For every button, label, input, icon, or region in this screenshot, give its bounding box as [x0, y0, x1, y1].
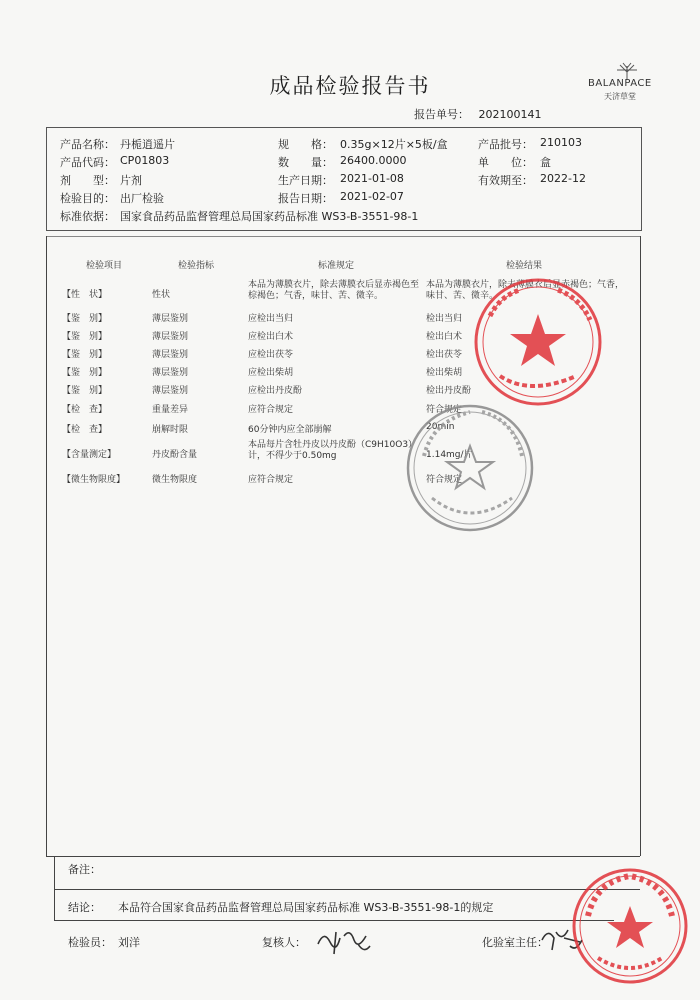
table-row-result: 本品为薄膜衣片，除去薄膜衣后显赤褐色；气香，味甘、苦、微辛。: [426, 280, 625, 301]
inspector-name: 刘洋: [118, 936, 140, 949]
report-date-label: 报告日期：: [278, 192, 333, 205]
table-row-standard: 本品为薄膜衣片，除去薄膜衣后显赤褐色至棕褐色；气香，味甘、苦、微辛。: [248, 280, 420, 301]
batch-label: 产品批号：: [478, 138, 533, 151]
unit-value: 盒: [540, 156, 551, 169]
table-row-standard: 应检出柴胡: [248, 368, 294, 378]
table-row-standard: 本品每片含牡丹皮以丹皮酚（C9H10O3）计，不得少于0.50mg: [248, 440, 418, 461]
unit-label: 单 位：: [478, 156, 533, 169]
footer-left-border: [54, 856, 55, 920]
table-row-result: 检出茯苓: [426, 350, 463, 360]
table-row-standard: 应符合规定: [248, 475, 294, 485]
code-value: CP01803: [120, 154, 170, 167]
table-row-result: 符合规定: [426, 475, 463, 485]
qty-value: 26400.0000: [340, 154, 407, 167]
table-row-item: 【鉴 别】: [62, 314, 108, 324]
company-logo: [588, 62, 668, 102]
table-row-result: 符合规定: [426, 405, 463, 415]
conclusion-label: 结论：: [68, 901, 101, 914]
standard-value: 国家食品药品监督管理总局国家药品标准 WS3-B-3551-98-1: [120, 210, 419, 223]
conclusion-top-line: [54, 889, 640, 890]
table-row-index: 重量差异: [152, 405, 189, 415]
table-row-item: 【检 查】: [62, 425, 108, 435]
table-row-index: 薄层鉴别: [152, 332, 189, 342]
table-row-item: 【检 查】: [62, 405, 108, 415]
table-row-item: 【性 状】: [62, 290, 108, 300]
results-table: [46, 236, 640, 237]
table-row-index: 薄层鉴别: [152, 314, 189, 324]
conclusion-bottom-line: [54, 920, 614, 921]
spec-value: 0.35g×12片×5板/盒: [340, 138, 448, 151]
report-title: 成品检验报告书: [269, 74, 431, 98]
report-date-value: 2021-02-07: [340, 190, 404, 203]
table-row-standard: 应检出茯苓: [248, 350, 294, 360]
quality-stamp-red: [440, 276, 606, 412]
header-standard: 标准规定: [318, 261, 355, 271]
table-right-border: [640, 236, 641, 856]
table-left-border: [46, 236, 47, 856]
prod-date-label: 生产日期：: [278, 174, 333, 187]
inspector-label: 检验员：: [68, 936, 112, 949]
table-row-index: 丹皮酚含量: [152, 450, 198, 460]
qty-label: 数 量：: [278, 156, 333, 169]
table-row-standard: 应符合规定: [248, 405, 294, 415]
reviewer-label: 复核人：: [262, 936, 306, 949]
table-row-item: 【鉴 别】: [62, 350, 108, 360]
form-value: 片剂: [120, 174, 142, 187]
logo-cn-text: 天济草堂: [604, 92, 636, 101]
report-number: [414, 106, 542, 122]
table-row-index: 性状: [152, 290, 171, 300]
form-label: 剂 型：: [60, 174, 115, 187]
table-row-item: 【鉴 别】: [62, 386, 108, 396]
product-name-value: 丹栀逍遥片: [120, 138, 175, 151]
purpose-label: 检验目的：: [60, 192, 115, 205]
header-item: 检验项目: [86, 261, 123, 271]
table-row-index: 微生物限度: [152, 475, 198, 485]
table-row-item: 【微生物限度】: [62, 475, 126, 485]
table-row-index: 薄层鉴别: [152, 386, 189, 396]
code-label: 产品代码：: [60, 156, 115, 169]
table-row-index: 薄层鉴别: [152, 350, 189, 360]
expiry-value: 2022-12: [540, 172, 586, 185]
spec-label: 规 格：: [278, 138, 333, 151]
purpose-value: 出厂检验: [120, 192, 164, 205]
header-result: 检验结果: [506, 261, 543, 271]
table-row-result: 检出丹皮酚: [426, 386, 472, 396]
header-index: 检验指标: [178, 261, 215, 271]
company-stamp-red: [570, 866, 690, 986]
table-row-standard: 应检出当归: [248, 314, 294, 324]
prod-date-value: 2021-01-08: [340, 172, 404, 185]
table-row-index: 薄层鉴别: [152, 368, 189, 378]
conclusion-text: 本品符合国家食品药品监督管理总局国家药品标准 WS3-B-3551-98-1的规定: [118, 901, 494, 914]
reviewer-signature: [314, 924, 374, 960]
table-row-result: 检出当归: [426, 314, 463, 324]
table-row-standard: 60分钟内应全部崩解: [248, 425, 332, 435]
logo-brand-text: BALANPACE: [588, 78, 652, 89]
table-row-result: 检出柴胡: [426, 368, 463, 378]
standard-label: 标准依据：: [60, 210, 115, 223]
table-row-result: 20min: [426, 422, 455, 432]
table-row-item: 【鉴 别】: [62, 368, 108, 378]
table-row-standard: 应检出白术: [248, 332, 294, 342]
report-number-label: 报告单号：: [414, 108, 469, 121]
report-number-value: 202100141: [478, 108, 542, 121]
lab-head-label: 化验室主任：: [482, 936, 548, 949]
table-row-item: 【鉴 别】: [62, 332, 108, 342]
expiry-label: 有效期至：: [478, 174, 533, 187]
product-name-label: 产品名称：: [60, 138, 115, 151]
remarks-top-line: [46, 856, 640, 857]
batch-value: 210103: [540, 136, 582, 149]
table-row-index: 崩解时限: [152, 425, 189, 435]
table-row-result: 1.14mg/片: [426, 450, 473, 460]
table-row-item: 【含量测定】: [62, 450, 117, 460]
remarks-label: 备注：: [68, 863, 101, 876]
table-row-result: 检出白术: [426, 332, 463, 342]
inspection-stamp-grey: [402, 398, 542, 538]
table-row-standard: 应检出丹皮酚: [248, 386, 303, 396]
